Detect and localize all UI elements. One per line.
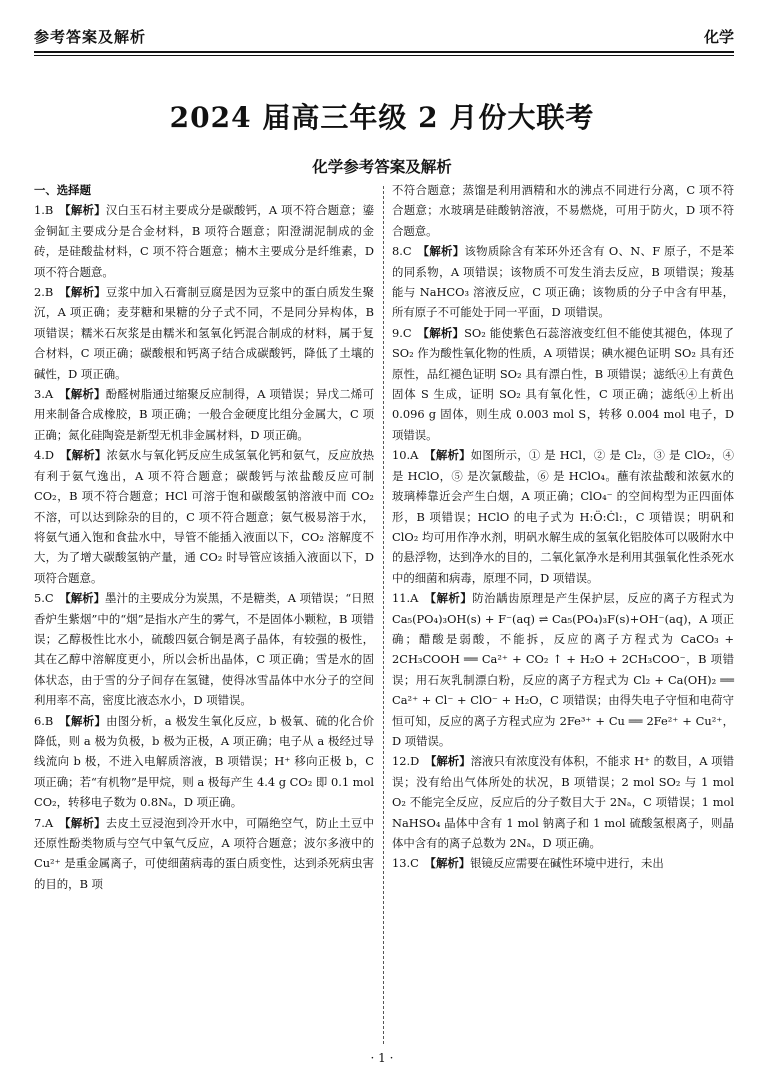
answer-number: 12.D <box>392 754 420 769</box>
left-column <box>34 180 374 894</box>
header-left-label: 参考答案及解析 <box>34 28 147 46</box>
analysis-tag: 【解析】 <box>58 203 106 218</box>
analysis-text: 防治龋齿原理是产生保护层，反应的离子方程式为 Ca₅(PO₄)₃OH(s) + F⁻(aq) ⇌ Ca₅(PO₄)₃F(s)+OH⁻(aq)，A 项正确；醋酸是弱酸，不能拆，反应的离子方程式为 CaCO₃ + 2CH₃COOH ══ Ca²⁺ + CO₂ ↑ + H₂O + 2CH₃COO⁻，B 项错误；用石灰乳制漂白粉，反应的离子方程式为 Cl₂ + Ca(OH)₂ ══ Ca²⁺ + Cl⁻ + ClO⁻ + H₂O，C 项错误；由得失电子守恒和电荷守恒可知，反应的离子方程式应为 2Fe³⁺ + Cu ══ 2Fe²⁺ + Cu²⁺，D 项错误。 <box>392 591 734 748</box>
analysis-tag: 【解析】 <box>58 285 106 300</box>
analysis-text: 豆浆中加入石膏制豆腐是因为豆浆中的蛋白质发生聚沉，A 项正确；麦芽糖和果糖的分子式不同，不是同分异构体，B 项错误；糯米石灰浆是由糯米和氢氧化钙混合制成的材料，属于复合材料，C 项正确；碳酸根和钙离子结合成碳酸钙，降低了土壤的碱性，D 项正确。 <box>34 285 374 381</box>
analysis-tag: 【解析】 <box>59 448 107 463</box>
answer-item <box>34 200 374 282</box>
analysis-tag: 【解析】 <box>417 325 465 340</box>
analysis-text: 如图所示，① 是 HCl，② 是 Cl₂，③ 是 ClO₂，④ 是 HClO，⑤ 是次氯酸盐，⑥ 是 HClO₄。蘸有浓盐酸和浓氨水的玻璃棒靠近会产生白烟，A 项正确；ClO₄⁻ 的空间构型为正四面体形，B 项错误；HClO 的电子式为 H:Ö:Ċl:，C 项错误；明矾和 ClO₂ 均可用作净水剂，明矾水解生成的氢氧化铝胶体可以吸附水中的悬浮物，达到净水的目的，二氧化氯净水是利用其强氧化性杀死水中的细菌和病毒，原理不同，D 项错误。 <box>392 448 734 585</box>
answer-number: 5.C <box>34 591 54 606</box>
section-heading: 一、选择题 <box>34 183 91 197</box>
analysis-text: 去皮土豆浸泡到冷开水中，可隔绝空气，防止土豆中还原性酚类物质与空气中氧气反应，A 项符合题意；波尔多液中的 Cu²⁺ 是重金属离子，可使细菌病毒的蛋白质变性，达到杀死病虫害的目的，B 项 <box>34 815 374 891</box>
answer-number: 9.C <box>392 325 412 340</box>
page-subtitle: 化学参考答案及解析 <box>312 158 452 176</box>
answer-number: 1.B <box>34 203 54 218</box>
answer-number: 7.A <box>34 815 54 830</box>
answer-item <box>34 588 374 710</box>
page-header <box>34 22 734 50</box>
analysis-tag: 【解析】 <box>59 591 106 606</box>
right-column <box>392 180 734 874</box>
answer-number: 13.C <box>392 856 419 871</box>
analysis-tag: 【解析】 <box>424 754 471 769</box>
column-divider <box>383 186 384 1044</box>
answer-item <box>392 241 734 323</box>
analysis-text: 浓氨水与氧化钙反应生成氢氧化钙和氨气，反应放热有利于氨气逸出，A 项不符合题意；碳酸钙与浓盐酸反应可制 CO₂，B 项不符合题意；HCl 可溶于饱和碳酸氢钠溶液中而 CO₂ 不溶，可以达到除杂的目的，C 项不符合题意；氨气极易溶于水，将氨气通入饱和食盐水中，导管不能插入液面以下，CO₂ 溶解度不大，为了增大碳酸氢钠产量，通 CO₂ 时导管应该插入液面以下，D 项符合题意。 <box>34 448 374 585</box>
answer-item <box>392 853 734 873</box>
answer-item <box>34 445 374 588</box>
header-subject-label: 化学 <box>703 28 734 46</box>
analysis-text: 银镜反应需要在碱性环境中进行，未出 <box>470 856 664 871</box>
answer-item <box>392 323 734 445</box>
answer-item <box>34 282 374 384</box>
header-rule-thick <box>34 51 734 53</box>
analysis-tag: 【解析】 <box>424 856 471 871</box>
analysis-text: 由图分析，a 极发生氧化反应，b 极氧、硫的化合价降低，则 a 极为负极，b 极为正极，A 项正确；电子从 a 极经过导线流向 b 极，不进入电解质溶液，B 项错误；H⁺ 移向正极 b，C 项正确；若“有机物”是甲烷，则 a 极每产生 4.4 g CO₂ 即 0.1 mol CO₂，转移电子数为 0.8Nₐ，D 项正确。 <box>34 713 374 810</box>
answer-number: 4.D <box>34 448 55 463</box>
analysis-tag: 【解析】 <box>417 244 465 259</box>
answer-item <box>392 588 734 751</box>
header-rule-thin <box>34 55 734 56</box>
answer-item <box>392 751 734 853</box>
answer-item <box>392 180 734 241</box>
answer-item <box>34 384 374 445</box>
analysis-text: 酚醛树脂通过缩聚反应制得，A 项错误；异戊二烯可用来制备合成橡胶，B 项正确；一般合金硬度比组分金属大，C 项正确；氮化硅陶瓷是新型无机非金属材料，D 项正确。 <box>34 387 374 442</box>
analysis-text: 汉白玉石材主要成分是碳酸钙，A 项不符合题意；鎏金铜缸主要成分是合金材料，B 项符合题意；阳澄湖泥制成的金砖，是硅酸盐材料，C 项不符合题意；楠木主要成分是纤维素，D 项不符合题意。 <box>34 203 374 279</box>
analysis-tag: 【解析】 <box>58 713 107 728</box>
answer-item <box>34 813 374 895</box>
analysis-text: 溶液只有浓度没有体积，不能求 H⁺ 的数目，A 项错误；没有给出气体所处的状况，B 项错误；2 mol SO₂ 与 1 mol O₂ 不能完全反应，反应后的分子数目大于 2Nₐ，C 项错误；1 mol NaHSO₄ 晶体中含有 1 mol 钠离子和 1 mol 硫酸氢根离子，则晶体中含有的离子总数为 2Nₐ，D 项正确。 <box>392 754 734 850</box>
analysis-text: 墨汁的主要成分为炭黑，不是糖类，A 项错误；“日照香炉生紫烟”中的“烟”是指水产生的雾气，不是固体小颗粒，B 项错误；乙醇极性比水小，硫酸四氨合铜是离子晶体，有较强的极性，其在乙醇中溶解度更小，所以会析出晶体，C 项正确；雪是水的固体状态，由于雪的分子间存在氢键，使得冰雪晶体中水分子的空间利用率不高，密度比液态水小，D 项错误。 <box>34 591 374 708</box>
analysis-text: 不符合题意；蒸馏是利用酒精和水的沸点不同进行分离，C 项不符合题意；水玻璃是硅酸钠溶液，不易燃烧，可用于防火，D 项不符合题意。 <box>392 183 734 238</box>
page-title: 2024 届高三年级 2 月份大联考 <box>169 101 595 134</box>
page-number: · 1 · <box>370 1051 394 1065</box>
answer-number: 3.A <box>34 387 54 402</box>
analysis-text: 该物质除含有苯环外还含有 O、N、F 原子，不是苯的同系物，A 项错误；该物质不可发生消去反应，B 项错误；羧基能与 NaHCO₃ 溶液反应，C 项正确；该物质的分子中含有甲基，所有原子不可能处于同一平面，D 项错误。 <box>392 244 734 320</box>
answer-item <box>392 445 734 588</box>
answer-number: 8.C <box>392 244 412 259</box>
analysis-tag: 【解析】 <box>424 591 473 606</box>
analysis-tag: 【解析】 <box>58 815 106 830</box>
answer-number: 2.B <box>34 285 54 300</box>
answer-number: 11.A <box>392 591 419 606</box>
answer-item <box>34 711 374 813</box>
analysis-text: SO₂ 能使紫色石蕊溶液变红但不能使其褪色，体现了 SO₂ 作为酸性氧化物的性质，A 项错误；碘水褪色证明 SO₂ 具有还原性，品红褪色证明 SO₂ 具有漂白性，B 项错误；滤纸④上有黄色固体 S 生成，证明 SO₂ 具有氧化性，C 项正确；滤纸④上析出 0.096 g 固体，则生成 0.003 mol S，转移 0.004 mol 电子，D 项错误。 <box>392 325 734 442</box>
answer-number: 10.A <box>392 448 419 463</box>
analysis-tag: 【解析】 <box>58 387 106 402</box>
answer-number: 6.B <box>34 713 54 728</box>
analysis-tag: 【解析】 <box>424 448 471 463</box>
